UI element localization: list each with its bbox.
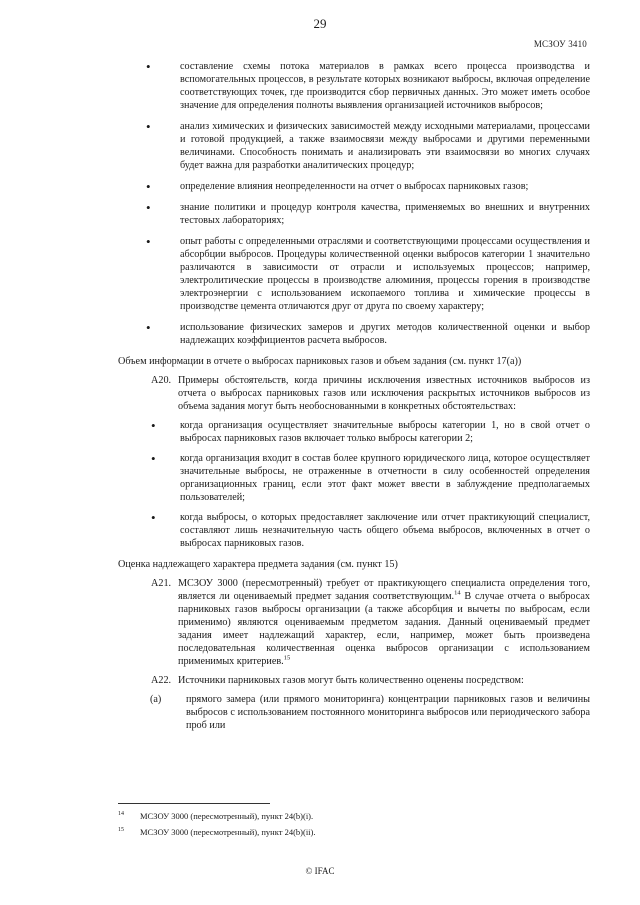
- list-item: • знание политики и процедур контроля качества, применяемых во внешних и внутренних тестовых лабораториях;: [146, 200, 590, 226]
- bullet-icon: •: [146, 119, 151, 134]
- list-item: • когда организация входит в состав более крупного юридического лица, которое осуществляет значительные выбросы, не отраженные в отчетности в силу особенностей определения организационных границ, если этот факт может ввести в заблуждение предполагаемых пользователей;: [151, 451, 590, 503]
- paragraph-a20: [118, 374, 590, 413]
- paragraph-text-part1: МСЗОУ 3000 (пересмотренный) требует от практикующего специалиста определения того, является ли оцениваемый предмет задания соответствующим.: [178, 578, 590, 602]
- bullet-icon: •: [146, 320, 151, 335]
- footnote-number: 14: [118, 811, 124, 817]
- section-heading-scope: Объем информации в отчете о выбросах парниковых газов и объем задания (см. пункт 17(а)): [118, 356, 522, 367]
- paragraph-a22: [118, 674, 590, 687]
- item-label: (а): [150, 694, 162, 705]
- footnote-15: 15 МСЗОУ 3000 (пересмотренный), пункт 24(b)(ii).: [118, 824, 316, 840]
- list-item: • определение влияния неопределенности на отчет о выбросах парниковых газов;: [146, 179, 529, 194]
- page-content: [118, 60, 590, 732]
- bullet-icon: •: [146, 234, 151, 249]
- footnotes: [118, 808, 316, 840]
- list-item: • использование физических замеров и других методов количественной оценки и выбор надлежащих коэффициентов расчета выбросов.: [146, 320, 590, 346]
- paragraph-text: Источники парниковых газов могут быть количественно оценены посредством:: [178, 675, 524, 686]
- section-heading-suitability: Оценка надлежащего характера предмета задания (см. пункт 15): [118, 559, 398, 570]
- footnote-divider: [118, 803, 270, 804]
- paragraph-text: Примеры обстоятельств, когда причины исключения известных источников выбросов из отчета о выбросах парниковых газов или исключения раскрытых источников выбросов из объема задания могут быть необоснованными в конкретных обстоятельствах:: [178, 375, 590, 412]
- bullet-icon: •: [151, 451, 156, 466]
- list-item-a: [118, 693, 590, 732]
- bullet-icon: •: [146, 200, 151, 215]
- bullet-icon: •: [151, 418, 156, 433]
- bullet-icon: •: [146, 59, 151, 74]
- paragraph-text-part2: В случае отчета о выбросах парниковых газов выбросы организации (а также абсорбция и вычеты по выбросам, если применимо) являются оцениваемым предметом задания. Данный оцениваемый предмет задания имеет надлежащий характер, если, например, может быть произведена последовательная количественная оценка выбросов организации с использованием применимых критериев.: [178, 591, 591, 667]
- a20-bullet-list: [118, 419, 590, 550]
- list-item: • опыт работы с определенными отраслями и соответствующими процессами осуществления и абсорбции выбросов. Процедуры количественной оценки выбросов категории 1 значительно различаются в зависимости от отрасли и используемых процессов; например, электролитические процессы в производстве алюминия, процессы горения в производстве электроэнергии с использованием ископаемого топлива и химические процессы в производстве цемента отличаются друг от друга по своему характеру;: [146, 234, 590, 312]
- list-item: • когда организация осуществляет значительные выбросы категории 1, но в свой отчет о выбросах парниковых газов включает только выбросы категории 2;: [151, 418, 590, 444]
- page-number: 29: [313, 16, 327, 31]
- paragraph-number: А21.: [151, 578, 172, 589]
- paragraph-number: А22.: [151, 675, 172, 686]
- footnote-number: 15: [118, 827, 124, 833]
- footnote-ref-14[interactable]: 14: [454, 589, 461, 597]
- document-code: МСЗОУ 3410: [533, 39, 587, 49]
- list-item: • анализ химических и физических зависимостей между исходными материалами, процессами и готовой продукцией, а также взаимосвязи между выбросами и другими переменными величинами. Способность понимать и анализировать эти взаимосвязи во многих случаях будет важна для разработки аналитических процедур;: [146, 119, 590, 171]
- bullet-icon: •: [146, 179, 151, 194]
- footnote-ref-15[interactable]: 15: [283, 654, 291, 662]
- list-item: • когда выбросы, о которых предоставляет заключение или отчет практикующий специалист, составляют лишь незначительную часть общего объема выбросов, включенных в отчет о выбросах парниковых газов.: [151, 510, 590, 549]
- page-footer: © IFAC: [305, 866, 335, 876]
- paragraph-a21: [118, 577, 590, 668]
- bullet-icon: •: [151, 510, 156, 525]
- footnote-14: 14 МСЗОУ 3000 (пересмотренный), пункт 24(b)(i).: [118, 808, 316, 824]
- paragraph-number: А20.: [151, 375, 172, 386]
- bullet-list-competencies: [118, 60, 590, 347]
- item-text: прямого замера (или прямого мониторинга) концентрации парниковых газов и величины выбросов с использованием постоянного мониторинга выбросов или периодического забора проб или: [186, 694, 590, 731]
- list-item: • составление схемы потока материалов в рамках всего процесса производства и вспомогательных процессов, в результате которых возникают выбросы, включая определение соответствующих точек, где производится сбор первичных данных. Это может иметь особое значение для определения полноты выявления организацией источников выбросов;: [146, 59, 590, 111]
